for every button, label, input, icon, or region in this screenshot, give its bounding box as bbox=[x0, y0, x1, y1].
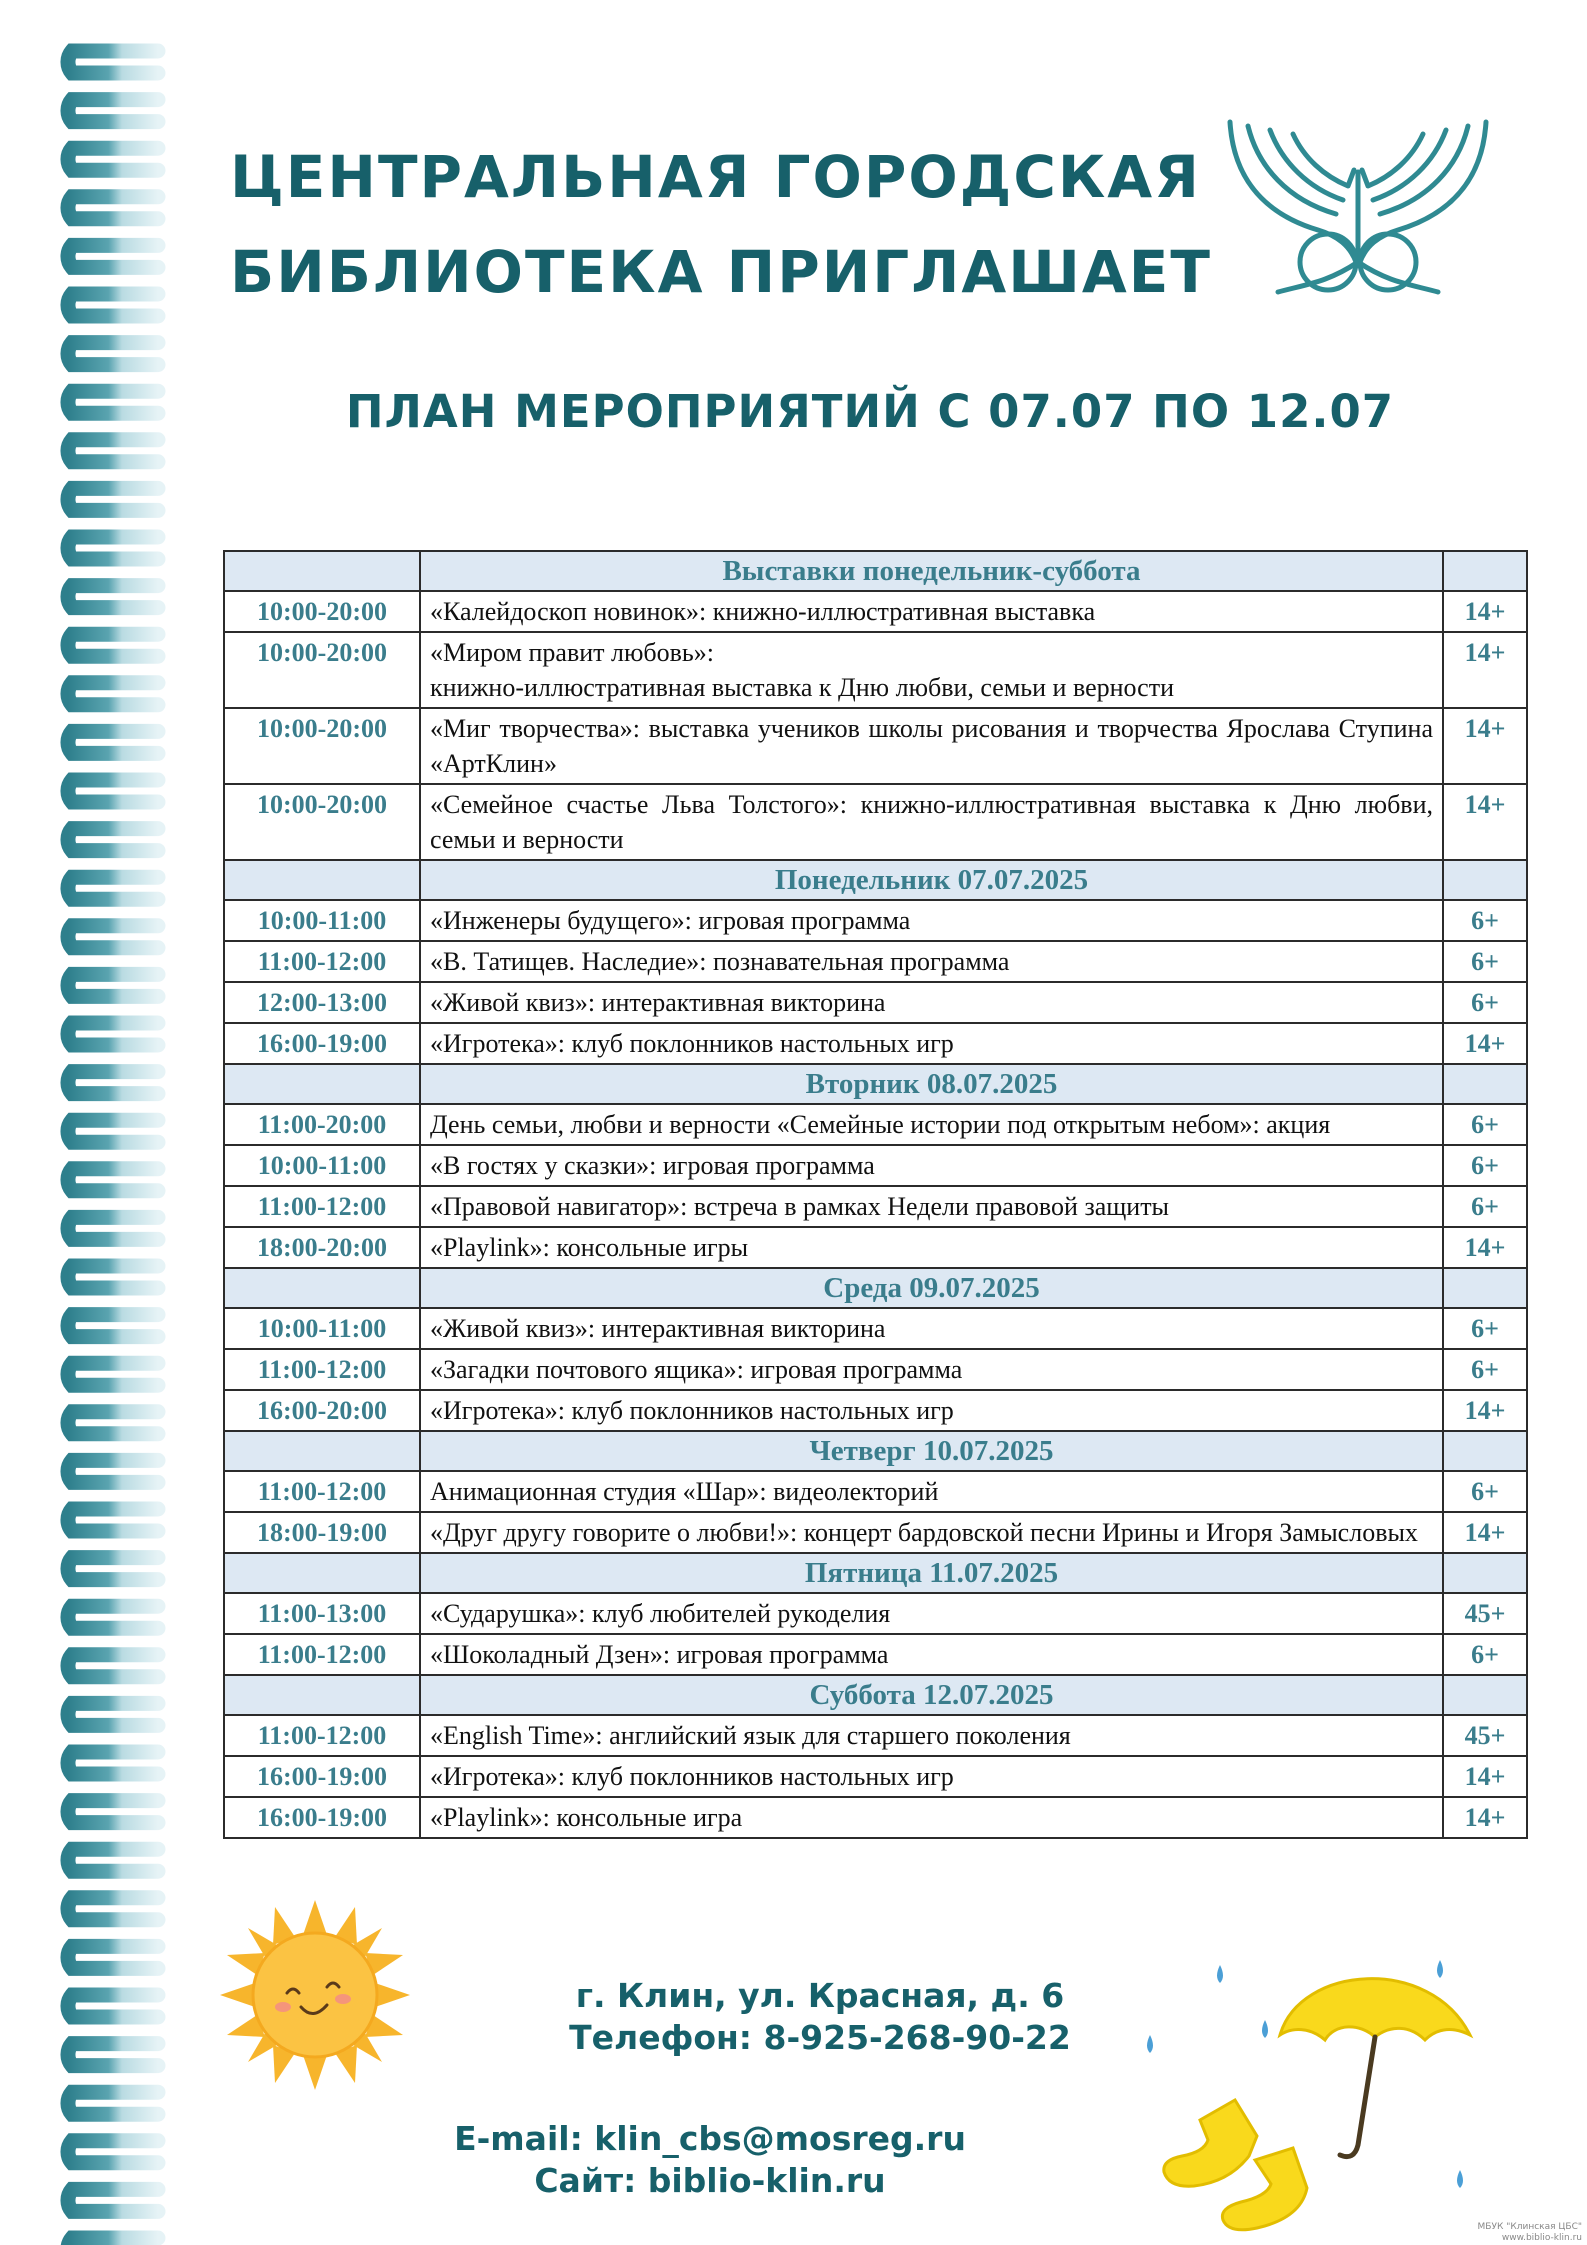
spiral-ring bbox=[68, 100, 158, 122]
footer-note bbox=[1462, 2222, 1582, 2244]
smiling-sun-icon bbox=[215, 1895, 415, 2095]
spiral-ring bbox=[68, 294, 158, 316]
event-description: «Шоколадный Дзен»: игровая программа bbox=[420, 1634, 1443, 1675]
spiral-ring bbox=[68, 1898, 158, 1920]
title-line-1: ЦЕНТРАЛЬНАЯ ГОРОДСКАЯ bbox=[230, 143, 1201, 211]
age-rating: 6+ bbox=[1443, 982, 1527, 1023]
table-row bbox=[224, 1756, 1527, 1797]
age-rating: 14+ bbox=[1443, 1756, 1527, 1797]
table-row bbox=[224, 1390, 1527, 1431]
spiral-ring bbox=[68, 683, 158, 705]
event-description: «English Time»: английский язык для старшего поколения bbox=[420, 1715, 1443, 1756]
event-time: 11:00-12:00 bbox=[224, 1186, 420, 1227]
spiral-ring bbox=[68, 926, 158, 948]
site-link[interactable]: Сайт: biblio-klin.ru bbox=[534, 2161, 886, 2200]
event-time: 10:00-11:00 bbox=[224, 900, 420, 941]
footer-url: www.biblio-klin.ru bbox=[1501, 2233, 1582, 2243]
spiral-ring bbox=[68, 440, 158, 462]
spiral-ring bbox=[68, 974, 158, 996]
event-description: «Playlink»: консольные игра bbox=[420, 1797, 1443, 1838]
event-description: «Инженеры будущего»: игровая программа bbox=[420, 900, 1443, 941]
age-rating: 14+ bbox=[1443, 632, 1527, 708]
age-rating: 14+ bbox=[1443, 1390, 1527, 1431]
spiral-ring bbox=[68, 1363, 158, 1385]
table-row bbox=[224, 1512, 1527, 1553]
age-rating: 6+ bbox=[1443, 1145, 1527, 1186]
event-description-line-2: книжно-иллюстративная выставка к Дню любви, семьи и верности bbox=[430, 673, 1174, 702]
table-row bbox=[224, 1186, 1527, 1227]
event-time: 11:00-12:00 bbox=[224, 1634, 420, 1675]
event-time: 11:00-12:00 bbox=[224, 941, 420, 982]
age-rating: 14+ bbox=[1443, 591, 1527, 632]
age-rating: 14+ bbox=[1443, 1797, 1527, 1838]
events-table bbox=[223, 550, 1528, 1839]
event-time: 11:00-12:00 bbox=[224, 1715, 420, 1756]
spiral-ring bbox=[68, 1509, 158, 1531]
section-row bbox=[224, 1064, 1527, 1104]
event-description: «Сударушка»: клуб любителей рукоделия bbox=[420, 1593, 1443, 1634]
table-row bbox=[224, 900, 1527, 941]
spiral-ring bbox=[68, 634, 158, 656]
umbrella-boots-icon bbox=[1130, 1945, 1490, 2245]
table-row bbox=[224, 1104, 1527, 1145]
event-description: «Playlink»: консольные игры bbox=[420, 1227, 1443, 1268]
event-description: «Миг творчества»: выставка учеников школы рисования и творчества Ярослава Ступина «АртКлин» bbox=[420, 708, 1443, 784]
spiral-ring bbox=[68, 1801, 158, 1823]
table-row bbox=[224, 708, 1527, 784]
table-row bbox=[224, 1715, 1527, 1756]
spiral-ring bbox=[68, 391, 158, 413]
spiral-ring bbox=[68, 197, 158, 219]
page-title bbox=[230, 130, 1212, 320]
spiral-ring bbox=[68, 2238, 158, 2245]
address-block bbox=[540, 1975, 1100, 2059]
spiral-ring bbox=[68, 877, 158, 899]
event-time: 10:00-20:00 bbox=[224, 784, 420, 860]
age-rating: 45+ bbox=[1443, 1593, 1527, 1634]
spiral-ring bbox=[68, 488, 158, 510]
age-rating: 14+ bbox=[1443, 708, 1527, 784]
section-row bbox=[224, 860, 1527, 900]
table-row bbox=[224, 982, 1527, 1023]
age-rating: 45+ bbox=[1443, 1715, 1527, 1756]
spiral-ring bbox=[68, 1606, 158, 1628]
event-description: Анимационная студия «Шар»: видеолекторий bbox=[420, 1471, 1443, 1512]
event-description: «В гостях у сказки»: игровая программа bbox=[420, 1145, 1443, 1186]
spiral-ring bbox=[68, 780, 158, 802]
age-rating: 6+ bbox=[1443, 1471, 1527, 1512]
section-row bbox=[224, 1268, 1527, 1308]
table-row bbox=[224, 591, 1527, 632]
age-rating: 6+ bbox=[1443, 1186, 1527, 1227]
section-row bbox=[224, 1431, 1527, 1471]
spiral-ring bbox=[68, 1120, 158, 1142]
section-title: Пятница 11.07.2025 bbox=[420, 1553, 1443, 1593]
spiral-ring bbox=[68, 1460, 158, 1482]
table-row bbox=[224, 1634, 1527, 1675]
section-title: Выставки понедельник-суббота bbox=[420, 551, 1443, 591]
spiral-ring bbox=[68, 148, 158, 170]
spiral-ring bbox=[68, 1412, 158, 1434]
phone-text[interactable]: Телефон: 8-925-268-90-22 bbox=[569, 2018, 1071, 2057]
spiral-ring bbox=[68, 1315, 158, 1337]
spiral-ring bbox=[68, 1946, 158, 1968]
age-rating: 6+ bbox=[1443, 1104, 1527, 1145]
spiral-ring bbox=[68, 1558, 158, 1580]
spiral-ring bbox=[68, 2189, 158, 2211]
event-time: 16:00-19:00 bbox=[224, 1797, 420, 1838]
spiral-ring bbox=[68, 731, 158, 753]
section-title: Суббота 12.07.2025 bbox=[420, 1675, 1443, 1715]
event-description: «Правовой навигатор»: встреча в рамках Недели правовой защиты bbox=[420, 1186, 1443, 1227]
footer-org: МБУК "Клинская ЦБС" bbox=[1477, 2222, 1582, 2232]
event-description: «Загадки почтового ящика»: игровая программа bbox=[420, 1349, 1443, 1390]
section-row bbox=[224, 1553, 1527, 1593]
age-rating: 14+ bbox=[1443, 784, 1527, 860]
schedule-subtitle: ПЛАН МЕРОПРИЯТИЙ С 07.07 ПО 12.07 bbox=[345, 385, 1395, 438]
event-time: 11:00-12:00 bbox=[224, 1349, 420, 1390]
notebook-spiral bbox=[40, 40, 170, 2245]
table-row bbox=[224, 1308, 1527, 1349]
spiral-ring bbox=[68, 1703, 158, 1725]
event-description-line-1: «Миром правит любовь»: bbox=[430, 638, 714, 667]
table-row bbox=[224, 1471, 1527, 1512]
spiral-ring bbox=[68, 2141, 158, 2163]
age-rating: 6+ bbox=[1443, 1349, 1527, 1390]
section-row bbox=[224, 1675, 1527, 1715]
table-row bbox=[224, 1797, 1527, 1838]
spiral-ring bbox=[68, 1655, 158, 1677]
table-row bbox=[224, 1145, 1527, 1186]
table-row bbox=[224, 632, 1527, 708]
event-description bbox=[420, 632, 1443, 708]
event-description: День семьи, любви и верности «Семейные истории под открытым небом»: акция bbox=[420, 1104, 1443, 1145]
event-time: 10:00-11:00 bbox=[224, 1308, 420, 1349]
spiral-ring bbox=[68, 1995, 158, 2017]
event-time: 10:00-20:00 bbox=[224, 591, 420, 632]
table-row bbox=[224, 1227, 1527, 1268]
spiral-ring bbox=[68, 829, 158, 851]
event-description: «В. Татищев. Наследие»: познавательная программа bbox=[420, 941, 1443, 982]
table-row bbox=[224, 1349, 1527, 1390]
spiral-ring bbox=[68, 51, 158, 73]
section-title: Среда 09.07.2025 bbox=[420, 1268, 1443, 1308]
age-rating: 6+ bbox=[1443, 941, 1527, 982]
event-time: 11:00-13:00 bbox=[224, 1593, 420, 1634]
event-description: «Игротека»: клуб поклонников настольных игр bbox=[420, 1756, 1443, 1797]
section-title: Понедельник 07.07.2025 bbox=[420, 860, 1443, 900]
address-text: г. Клин, ул. Красная, д. 6 bbox=[575, 1976, 1065, 2015]
event-time: 16:00-20:00 bbox=[224, 1390, 420, 1431]
event-description: «Игротека»: клуб поклонников настольных игр bbox=[420, 1023, 1443, 1064]
table-row bbox=[224, 784, 1527, 860]
event-description: «Друг другу говорите о любви!»: концерт бардовской песни Ирины и Игоря Замысловых bbox=[420, 1512, 1443, 1553]
event-description: «Игротека»: клуб поклонников настольных игр bbox=[420, 1390, 1443, 1431]
age-rating: 14+ bbox=[1443, 1512, 1527, 1553]
table-row bbox=[224, 941, 1527, 982]
title-line-2: БИБЛИОТЕКА ПРИГЛАШАЕТ bbox=[230, 238, 1212, 306]
open-book-logo-icon bbox=[1218, 112, 1498, 297]
spiral-ring bbox=[68, 1266, 158, 1288]
table-row bbox=[224, 1593, 1527, 1634]
spiral-ring bbox=[68, 1023, 158, 1045]
event-time: 11:00-12:00 bbox=[224, 1471, 420, 1512]
spiral-ring bbox=[68, 245, 158, 267]
event-time: 12:00-13:00 bbox=[224, 982, 420, 1023]
event-description: «Живой квиз»: интерактивная викторина bbox=[420, 982, 1443, 1023]
event-time: 16:00-19:00 bbox=[224, 1023, 420, 1064]
event-description: «Семейное счастье Льва Толстого»: книжно-иллюстративная выставка к Дню любви, семьи и верности bbox=[420, 784, 1443, 860]
spiral-ring bbox=[68, 1169, 158, 1191]
spiral-ring bbox=[68, 586, 158, 608]
event-time: 10:00-11:00 bbox=[224, 1145, 420, 1186]
spiral-ring bbox=[68, 1217, 158, 1239]
age-rating: 14+ bbox=[1443, 1023, 1527, 1064]
event-time: 18:00-19:00 bbox=[224, 1512, 420, 1553]
age-rating: 6+ bbox=[1443, 1308, 1527, 1349]
event-time: 18:00-20:00 bbox=[224, 1227, 420, 1268]
table-row bbox=[224, 1023, 1527, 1064]
spiral-ring bbox=[68, 2044, 158, 2066]
age-rating: 14+ bbox=[1443, 1227, 1527, 1268]
spiral-ring bbox=[68, 1072, 158, 1094]
section-row bbox=[224, 551, 1527, 591]
email-link[interactable]: E-mail: klin_cbs@mosreg.ru bbox=[454, 2119, 966, 2158]
event-time: 11:00-20:00 bbox=[224, 1104, 420, 1145]
age-rating: 6+ bbox=[1443, 900, 1527, 941]
spiral-ring bbox=[68, 1849, 158, 1871]
spiral-ring bbox=[68, 537, 158, 559]
spiral-ring bbox=[68, 1752, 158, 1774]
section-title: Четверг 10.07.2025 bbox=[420, 1431, 1443, 1471]
event-description: «Калейдоскоп новинок»: книжно-иллюстративная выставка bbox=[420, 591, 1443, 632]
spiral-ring bbox=[68, 2092, 158, 2114]
section-title: Вторник 08.07.2025 bbox=[420, 1064, 1443, 1104]
event-time: 16:00-19:00 bbox=[224, 1756, 420, 1797]
event-description: «Живой квиз»: интерактивная викторина bbox=[420, 1308, 1443, 1349]
event-time: 10:00-20:00 bbox=[224, 708, 420, 784]
online-contacts bbox=[400, 2118, 1020, 2202]
event-time: 10:00-20:00 bbox=[224, 632, 420, 708]
spiral-ring bbox=[68, 343, 158, 365]
age-rating: 6+ bbox=[1443, 1634, 1527, 1675]
